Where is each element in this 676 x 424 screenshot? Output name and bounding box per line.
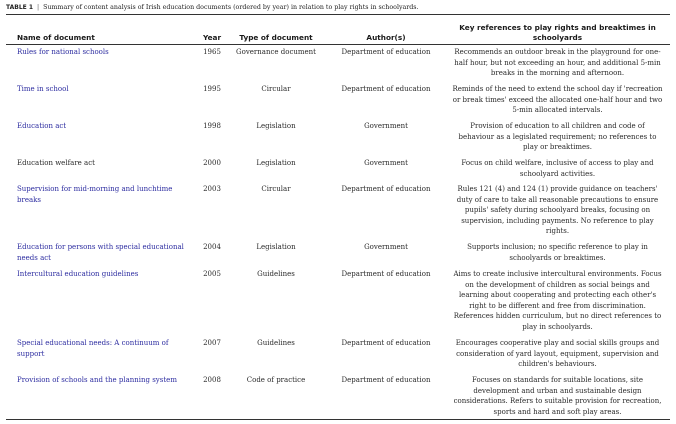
key-references: Supports inclusion; no specific reference to play in schoolyards or breaktimes. [467, 243, 648, 262]
document-name: Education for persons with special educational needs act [17, 243, 184, 262]
document-type: Legislation [256, 122, 296, 130]
document-author: Department of education [341, 339, 431, 347]
document-name: Time in school [17, 85, 69, 93]
document-year: 1965 [203, 48, 221, 56]
header-author: Author(s) [366, 32, 406, 42]
document-year: 1998 [203, 122, 221, 130]
document-type: Code of practice [246, 376, 306, 384]
table-header-rule [6, 44, 670, 45]
document-author: Department of education [341, 185, 431, 193]
document-author: Department of education [341, 376, 431, 384]
document-type: Legislation [256, 159, 296, 167]
document-name: Rules for national schools [17, 48, 109, 56]
document-name: Education welfare act [17, 159, 95, 167]
header-type: Type of document [239, 32, 313, 42]
header-key-references: Key references to play rights and breaktimes in schoolyards [459, 23, 656, 42]
table-top-rule [6, 14, 670, 15]
table-bottom-rule [6, 419, 670, 420]
document-author: Department of education [341, 48, 431, 56]
table-caption [6, 3, 670, 12]
key-references: Recommends an outdoor break in the playground for one-half hour, but not exceeding an hour, and additional 5-min breaks in the morning and afternoon. [454, 48, 661, 77]
key-references: Rules 121 (4) and 124 (1) provide guidance on teachers' duty of care to take all reasonable precautions to ensure pupils' safety during schoolyard breaks, focusing on supervision, including payments. No reference to play rights. [456, 185, 659, 235]
document-author: Government [364, 159, 408, 167]
document-name: Supervision for mid-morning and lunchtime breaks [17, 185, 173, 204]
document-author: Government [364, 122, 408, 130]
document-year: 2005 [203, 270, 221, 278]
document-author: Government [364, 243, 408, 251]
document-type: Guidelines [257, 339, 295, 347]
document-year: 2000 [203, 159, 221, 167]
document-year: 1995 [203, 85, 221, 93]
document-year: 2007 [203, 339, 221, 347]
document-type: Circular [261, 85, 291, 93]
document-year: 2008 [203, 376, 221, 384]
document-year: 2004 [203, 243, 221, 251]
key-references: Provision of education to all children and code of behaviour as a legislated requirement; no references to play or breaktimes. [458, 122, 657, 151]
key-references: Aims to create inclusive intercultural environments. Focus on the development of children as social beings and learning about cooperating and protecting each other's right to be different and free from discrimination. References hidden curriculum, but no direct references to play in schoolyards. [453, 270, 662, 331]
document-name: Intercultural education guidelines [17, 270, 139, 278]
document-type: Circular [261, 185, 291, 193]
caption-text: Summary of content analysis of Irish education documents (ordered by year) in relation to play rights in schoolyards. [43, 4, 419, 11]
header-year: Year [202, 32, 222, 42]
document-name: Special educational needs: A continuum of support [17, 339, 169, 358]
key-references: Focuses on standards for suitable locations, site development and urban and sustainable design considerations. Refers to suitable provision for recreation, sports and hard and soft play areas. [453, 376, 662, 416]
document-type: Governance document [236, 48, 316, 56]
table-label: TABLE 1 [6, 4, 34, 11]
document-year: 2003 [203, 185, 221, 193]
key-references: Reminds of the need to extend the school day if 'recreation or break times' exceed the allocated one-half hour and two 5-min allocated intervals. [452, 85, 663, 114]
document-author: Department of education [341, 85, 431, 93]
document-name: Education act [17, 122, 67, 130]
caption-separator: | [37, 4, 40, 11]
document-name: Provision of schools and the planning system [17, 376, 177, 384]
document-author: Department of education [341, 270, 431, 278]
key-references: Focus on child welfare, inclusive of access to play and schoolyard activities. [461, 159, 654, 178]
key-references: Encourages cooperative play and social skills groups and consideration of yard layout, equipment, supervision and children's behaviours. [455, 339, 660, 368]
document-type: Guidelines [257, 270, 295, 278]
header-name: Name of document [17, 32, 95, 42]
document-type: Legislation [256, 243, 296, 251]
